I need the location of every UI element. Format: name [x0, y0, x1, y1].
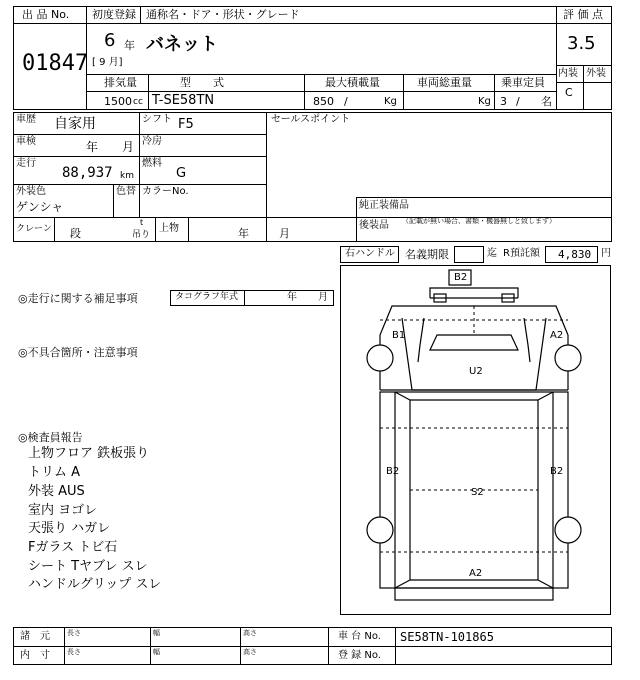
- left-side-mark: B2: [386, 466, 400, 477]
- recycle-unit: 円: [601, 248, 611, 259]
- genuine-label: 純正装備品: [359, 200, 409, 211]
- score-label: 評 価 点: [563, 8, 603, 21]
- chassis-value: SE58TN-101865: [400, 630, 494, 644]
- ac-label: 冷房: [142, 136, 162, 147]
- gross-weight-label: 車両総重量: [417, 76, 472, 89]
- divider: [240, 627, 241, 665]
- front-mark: B2: [454, 272, 468, 283]
- owner-change-label: 名義期限: [405, 248, 449, 261]
- car-name: バネット: [146, 34, 218, 55]
- fuel-value: G: [176, 166, 187, 181]
- length-label: 長さ: [67, 648, 81, 656]
- recycle-value: 4,830: [558, 248, 592, 261]
- capacity-value: 3: [500, 95, 507, 108]
- divider: [328, 627, 329, 665]
- inspector-line: トリム A: [28, 465, 81, 480]
- left-front-mark: B1: [392, 330, 406, 341]
- reg-year-unit: 年: [124, 39, 135, 52]
- lot-label: 出 品 No.: [22, 8, 70, 21]
- interior-grade: C: [565, 86, 573, 99]
- kg-unit: Kg: [384, 96, 397, 107]
- body-year: 年: [238, 227, 249, 240]
- sales-point-label: セールスポイント: [271, 114, 351, 125]
- exterior-label: 外装: [586, 68, 606, 79]
- interior-dims-label: 内 寸: [20, 650, 50, 661]
- first-reg-label: 初度登録: [92, 8, 136, 21]
- crane-lift: 吊り: [132, 230, 151, 240]
- capacity-unit: 名: [541, 95, 552, 108]
- tacho-year: 年: [287, 292, 297, 303]
- inspector-line: 室内 ヨゴレ: [28, 503, 98, 518]
- exterior-color-value: ゲンシャ: [16, 200, 64, 214]
- history-value: 自家用: [54, 116, 96, 132]
- height-label: 高さ: [243, 648, 257, 656]
- inspection-label: 車検: [16, 136, 36, 147]
- displacement-unit: cc: [133, 97, 143, 107]
- rhd-label: 右ハンドル: [345, 248, 395, 259]
- tacho-label: タコグラフ年式: [175, 292, 239, 302]
- aftermarket-note: （記載が無い場合、書類・機器無しと致します）: [402, 217, 556, 225]
- displacement-value: 1500: [104, 95, 132, 108]
- height-label: 高さ: [243, 629, 257, 637]
- capacity-label: 乗車定員: [501, 76, 545, 89]
- aftermarket-label: 後装品: [359, 220, 389, 231]
- length-label: 長さ: [67, 629, 81, 637]
- crane-tons-unit: t: [140, 218, 144, 227]
- reg-month: [ 9 月]: [92, 57, 123, 68]
- body-label: 上物: [159, 223, 179, 234]
- mileage-value: 88,937: [62, 165, 113, 181]
- color-no-label: カラーNo.: [142, 186, 189, 197]
- model-code: T-SE58TN: [152, 93, 215, 108]
- chassis-label: 車 台 No.: [338, 631, 381, 642]
- mileage-unit: km: [120, 171, 134, 181]
- width-label: 幅: [153, 629, 160, 637]
- lot-number: 01847: [22, 51, 89, 76]
- inspection-month: 月: [122, 140, 135, 154]
- crane-label: クレーン: [16, 224, 52, 234]
- right-front-mark: A2: [550, 330, 564, 341]
- rear-mark: A2: [469, 568, 483, 579]
- kg-unit: Kg: [478, 96, 491, 107]
- inspector-line: 上物フロア 鉄板張り: [28, 446, 150, 461]
- max-load-value: 850: [313, 95, 334, 108]
- body-month: 月: [279, 227, 290, 240]
- crane-steps: 段: [70, 227, 81, 240]
- displacement-label: 排気量: [104, 76, 137, 89]
- divider: [64, 627, 65, 665]
- name-label: 通称名・ドア・形状・グレード: [146, 8, 300, 21]
- inspector-line: ハンドルグリップ スレ: [28, 577, 162, 592]
- inspector-line: 天張り ハガレ: [28, 521, 111, 536]
- reg-label: 登 録 No.: [338, 650, 381, 661]
- interior-label: 内装: [558, 68, 578, 79]
- inspection-year: 年: [86, 140, 99, 154]
- model-label: 型 式: [180, 76, 224, 89]
- color-change-label: 色替: [116, 186, 136, 197]
- fuel-label: 燃料: [142, 158, 162, 169]
- divider: [395, 627, 396, 665]
- mileage-label: 走行: [16, 158, 36, 169]
- inspector-line: シート Tヤブレ スレ: [28, 559, 148, 574]
- divider: [13, 646, 612, 647]
- right-side-mark: B2: [550, 466, 564, 477]
- slash: /: [516, 95, 520, 108]
- width-label: 幅: [153, 648, 160, 656]
- cab-mark: U2: [469, 366, 483, 377]
- shift-value: F5: [178, 117, 194, 132]
- inspector-heading: ◎検査員報告: [18, 431, 83, 444]
- tacho-month: 月: [318, 292, 328, 303]
- driving-heading: ◎走行に関する補足事項: [18, 292, 138, 305]
- inspector-line: Fガラス トビ石: [28, 540, 118, 555]
- dims-label: 諸 元: [20, 631, 50, 642]
- shift-label: シフト: [142, 114, 172, 125]
- history-label: 車歴: [16, 114, 36, 125]
- reg-year: 6: [104, 30, 116, 51]
- doc-sub: 迄: [487, 248, 497, 259]
- bed-mark: S2: [471, 487, 484, 498]
- slash: /: [344, 95, 348, 108]
- inspector-line: 外装 AUS: [28, 484, 85, 499]
- divider: [150, 627, 151, 665]
- defects-heading: ◎不具合箇所・注意事項: [18, 346, 138, 359]
- score-value: 3.5: [567, 33, 596, 54]
- recycle-label: R預託額: [503, 248, 540, 259]
- max-load-label: 最大積載量: [325, 76, 380, 89]
- exterior-color-label: 外装色: [16, 186, 46, 197]
